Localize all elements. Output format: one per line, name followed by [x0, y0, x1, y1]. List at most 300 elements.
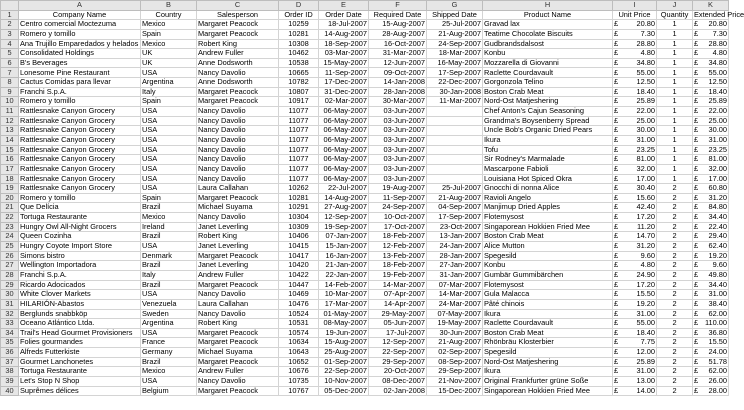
data-cell[interactable]	[693, 386, 729, 396]
data-cell[interactable]: 11077	[279, 126, 319, 136]
data-cell[interactable]: USA	[141, 164, 197, 174]
data-cell[interactable]: Flotemysost	[483, 213, 613, 223]
data-cell[interactable]: USA	[141, 145, 197, 155]
data-cell[interactable]: 1	[657, 155, 693, 165]
data-cell[interactable]: USA	[141, 328, 197, 338]
data-cell[interactable]: Brazil	[141, 203, 197, 213]
data-cell[interactable]: 2	[657, 338, 693, 348]
data-cell[interactable]	[613, 58, 657, 68]
data-cell[interactable]	[613, 348, 657, 358]
data-cell[interactable]: Andrew Fuller	[197, 270, 279, 280]
data-cell[interactable]: Ana Trujillo Emparedados y helados	[19, 39, 141, 49]
data-cell[interactable]: Uncle Bob's Organic Dried Pears	[483, 126, 613, 136]
column-header[interactable]: I	[613, 1, 657, 11]
data-cell[interactable]: 11077	[279, 107, 319, 117]
data-cell[interactable]: 10422	[279, 270, 319, 280]
data-cell[interactable]: 11077	[279, 116, 319, 126]
data-cell[interactable]: 28-Jan-2007	[427, 251, 483, 261]
data-cell[interactable]: 2	[657, 299, 693, 309]
row-number[interactable]: 20	[1, 193, 19, 203]
data-cell[interactable]: 25-Jul-2007	[427, 184, 483, 194]
data-cell[interactable]	[693, 49, 729, 59]
row-number[interactable]: 26	[1, 251, 19, 261]
data-cell[interactable]: Ireland	[141, 222, 197, 232]
row-number[interactable]: 7	[1, 68, 19, 78]
data-cell[interactable]: Tofu	[483, 145, 613, 155]
data-cell[interactable]: Denmark	[141, 251, 197, 261]
data-cell[interactable]: Wellington Importadora	[19, 261, 141, 271]
data-cell[interactable]: 10652	[279, 357, 319, 367]
data-cell[interactable]: Michael Suyama	[197, 203, 279, 213]
data-cell[interactable]: 16-Jan-2007	[319, 251, 369, 261]
data-cell[interactable]: 30-Jun-2007	[427, 328, 483, 338]
data-cell[interactable]: Janet Leverling	[197, 261, 279, 271]
header-cell[interactable]: Unit Price	[613, 10, 657, 20]
data-cell[interactable]: Robert King	[197, 319, 279, 329]
data-cell[interactable]: Centro comercial Moctezuma	[19, 20, 141, 30]
data-cell[interactable]: 12-Jun-2007	[369, 58, 427, 68]
data-cell[interactable]: 10415	[279, 242, 319, 252]
data-cell[interactable]: 10469	[279, 290, 319, 300]
data-cell[interactable]: 10-Mar-2007	[319, 290, 369, 300]
data-cell[interactable]: Mexico	[141, 39, 197, 49]
data-cell[interactable]: 19-Sep-2007	[319, 222, 369, 232]
column-header[interactable]: B	[141, 1, 197, 11]
row-number[interactable]: 37	[1, 357, 19, 367]
data-cell[interactable]: 11077	[279, 145, 319, 155]
data-cell[interactable]	[693, 58, 729, 68]
data-cell[interactable]: USA	[141, 290, 197, 300]
data-cell[interactable]: 2	[657, 193, 693, 203]
data-cell[interactable]: 10308	[279, 39, 319, 49]
data-cell[interactable]: 15-Dec-2007	[427, 386, 483, 396]
data-cell[interactable]: Ikura	[483, 135, 613, 145]
data-cell[interactable]: 06-May-2007	[319, 145, 369, 155]
data-cell[interactable]: Nancy Davolio	[197, 290, 279, 300]
data-cell[interactable]: 10447	[279, 280, 319, 290]
data-cell[interactable]: 10767	[279, 386, 319, 396]
data-cell[interactable]	[693, 348, 729, 358]
data-cell[interactable]	[613, 107, 657, 117]
row-number[interactable]: 21	[1, 203, 19, 213]
row-number[interactable]: 1	[1, 10, 19, 20]
data-cell[interactable]: 23-Oct-2007	[427, 222, 483, 232]
column-header[interactable]: D	[279, 1, 319, 11]
data-cell[interactable]: Robert King	[197, 39, 279, 49]
data-cell[interactable]: Konbu	[483, 261, 613, 271]
data-cell[interactable]	[693, 155, 729, 165]
data-cell[interactable]: 14-Feb-2007	[319, 280, 369, 290]
data-cell[interactable]: 2	[657, 319, 693, 329]
row-number[interactable]: 15	[1, 145, 19, 155]
data-cell[interactable]: 14-Mar-2007	[427, 290, 483, 300]
data-cell[interactable]	[613, 242, 657, 252]
data-cell[interactable]: 2	[657, 270, 693, 280]
data-cell[interactable]: Rattlesnake Canyon Grocery	[19, 126, 141, 136]
data-cell[interactable]	[693, 29, 729, 39]
data-cell[interactable]: Spain	[141, 97, 197, 107]
data-cell[interactable]: 06-May-2007	[319, 164, 369, 174]
data-cell[interactable]: 27-Aug-2007	[319, 203, 369, 213]
data-cell[interactable]: 10634	[279, 338, 319, 348]
data-cell[interactable]	[613, 299, 657, 309]
data-cell[interactable]: 10420	[279, 261, 319, 271]
data-cell[interactable]: 2	[657, 203, 693, 213]
data-cell[interactable]	[427, 126, 483, 136]
data-cell[interactable]: Suprêmes délices	[19, 386, 141, 396]
data-cell[interactable]: 10462	[279, 49, 319, 59]
data-cell[interactable]: 16-May-2007	[427, 58, 483, 68]
row-number[interactable]: 5	[1, 49, 19, 59]
data-cell[interactable]: Margaret Peacock	[197, 280, 279, 290]
data-cell[interactable]: Nancy Davolio	[197, 68, 279, 78]
data-cell[interactable]: USA	[141, 116, 197, 126]
data-cell[interactable]: Rattlesnake Canyon Grocery	[19, 155, 141, 165]
data-cell[interactable]: 2	[657, 386, 693, 396]
data-cell[interactable]: 10782	[279, 78, 319, 88]
data-cell[interactable]: Nord-Ost Matjeshering	[483, 357, 613, 367]
data-cell[interactable]: Tortuga Restaurante	[19, 367, 141, 377]
header-cell[interactable]: Company Name	[19, 10, 141, 20]
data-cell[interactable]: 02-Mar-2007	[319, 97, 369, 107]
data-cell[interactable]: Mexico	[141, 367, 197, 377]
data-cell[interactable]: 11077	[279, 155, 319, 165]
data-cell[interactable]: Gourmet Lanchonetes	[19, 357, 141, 367]
data-cell[interactable]: Ravioli Angelo	[483, 193, 613, 203]
data-cell[interactable]: 17-Jul-2007	[369, 328, 427, 338]
data-cell[interactable]	[613, 78, 657, 88]
data-cell[interactable]: USA	[141, 174, 197, 184]
data-cell[interactable]: 22-Jan-2007	[319, 270, 369, 280]
data-cell[interactable]	[693, 376, 729, 386]
data-cell[interactable]: Pâté chinois	[483, 299, 613, 309]
row-number[interactable]: 28	[1, 270, 19, 280]
data-cell[interactable]: Anne Dodsworth	[197, 78, 279, 88]
data-cell[interactable]: Louisiana Hot Spiced Okra	[483, 174, 613, 184]
data-cell[interactable]: 29-May-2007	[369, 309, 427, 319]
data-cell[interactable]: B's Beverages	[19, 58, 141, 68]
data-cell[interactable]: Andrew Fuller	[197, 49, 279, 59]
row-number[interactable]: 9	[1, 87, 19, 97]
data-cell[interactable]: White Clover Markets	[19, 290, 141, 300]
data-cell[interactable]: 10538	[279, 58, 319, 68]
data-cell[interactable]: 2	[657, 213, 693, 223]
header-cell[interactable]: Salesperson	[197, 10, 279, 20]
data-cell[interactable]: Let's Stop N Shop	[19, 376, 141, 386]
data-cell[interactable]: Franchi S.p.A.	[19, 270, 141, 280]
data-cell[interactable]	[693, 184, 729, 194]
data-cell[interactable]: 1	[657, 107, 693, 117]
data-cell[interactable]	[613, 261, 657, 271]
data-cell[interactable]: 28-Aug-2007	[369, 29, 427, 39]
data-cell[interactable]: Margaret Peacock	[197, 87, 279, 97]
row-number[interactable]: 30	[1, 290, 19, 300]
data-cell[interactable]: 06-May-2007	[319, 107, 369, 117]
data-cell[interactable]: 06-May-2007	[319, 155, 369, 165]
data-cell[interactable]: Brazil	[141, 357, 197, 367]
data-cell[interactable]: 19-May-2007	[427, 319, 483, 329]
data-cell[interactable]: Simons bistro	[19, 251, 141, 261]
data-cell[interactable]: UK	[141, 49, 197, 59]
data-cell[interactable]: Cactus Comidas para llevar	[19, 78, 141, 88]
data-cell[interactable]	[427, 107, 483, 117]
data-cell[interactable]: Italy	[141, 270, 197, 280]
data-cell[interactable]: 14-Apr-2007	[369, 299, 427, 309]
data-cell[interactable]: Rattlesnake Canyon Grocery	[19, 135, 141, 145]
data-cell[interactable]: 2	[657, 348, 693, 358]
data-cell[interactable]: 25-Aug-2007	[319, 348, 369, 358]
data-cell[interactable]: Nancy Davolio	[197, 174, 279, 184]
data-cell[interactable]	[613, 164, 657, 174]
data-cell[interactable]: Margaret Peacock	[197, 338, 279, 348]
data-cell[interactable]: 10281	[279, 29, 319, 39]
data-cell[interactable]: 10-Oct-2007	[369, 213, 427, 223]
data-cell[interactable]: USA	[141, 376, 197, 386]
data-cell[interactable]: Spegesild	[483, 348, 613, 358]
data-cell[interactable]: UK	[141, 58, 197, 68]
data-cell[interactable]: 2	[657, 232, 693, 242]
data-cell[interactable]: 09-Oct-2007	[369, 68, 427, 78]
data-cell[interactable]: 2	[657, 367, 693, 377]
data-cell[interactable]: USA	[141, 184, 197, 194]
data-cell[interactable]: Brazil	[141, 261, 197, 271]
data-cell[interactable]	[693, 261, 729, 271]
data-cell[interactable]: Venezuela	[141, 299, 197, 309]
data-cell[interactable]: 10262	[279, 184, 319, 194]
row-number[interactable]: 36	[1, 348, 19, 358]
data-cell[interactable]: 1	[657, 164, 693, 174]
data-cell[interactable]	[613, 270, 657, 280]
data-cell[interactable]	[613, 20, 657, 30]
header-cell[interactable]: Order Date	[319, 10, 369, 20]
data-cell[interactable]	[693, 270, 729, 280]
data-cell[interactable]	[693, 135, 729, 145]
data-cell[interactable]: 2	[657, 242, 693, 252]
data-cell[interactable]	[693, 164, 729, 174]
data-cell[interactable]: 30-Mar-2007	[369, 97, 427, 107]
data-cell[interactable]: 1	[657, 87, 693, 97]
column-header[interactable]: E	[319, 1, 369, 11]
data-cell[interactable]: Rattlesnake Canyon Grocery	[19, 184, 141, 194]
data-cell[interactable]: Grandma's Boysenberry Spread	[483, 116, 613, 126]
header-cell[interactable]: Product Name	[483, 10, 613, 20]
data-cell[interactable]: Tortuga Restaurante	[19, 213, 141, 223]
data-cell[interactable]: 02-Sep-2007	[427, 348, 483, 358]
row-number[interactable]: 18	[1, 174, 19, 184]
data-cell[interactable]: 05-Jun-2007	[369, 319, 427, 329]
row-number[interactable]: 22	[1, 213, 19, 223]
row-number[interactable]: 16	[1, 155, 19, 165]
data-cell[interactable]: Que Delícia	[19, 203, 141, 213]
data-cell[interactable]: Janet Leverling	[197, 242, 279, 252]
data-cell[interactable]: 12-Sep-2007	[319, 213, 369, 223]
row-number[interactable]: 8	[1, 78, 19, 88]
data-cell[interactable]: Romero y tomillo	[19, 193, 141, 203]
data-cell[interactable]: Nancy Davolio	[197, 155, 279, 165]
data-cell[interactable]: 11077	[279, 174, 319, 184]
data-cell[interactable]: Spain	[141, 193, 197, 203]
data-cell[interactable]: Margaret Peacock	[197, 328, 279, 338]
data-cell[interactable]: Margaret Peacock	[197, 20, 279, 30]
data-cell[interactable]	[693, 299, 729, 309]
data-cell[interactable]: Argentina	[141, 78, 197, 88]
data-cell[interactable]: Rattlesnake Canyon Grocery	[19, 107, 141, 117]
data-cell[interactable]	[427, 164, 483, 174]
select-all-corner[interactable]	[1, 1, 19, 11]
row-number[interactable]: 4	[1, 39, 19, 49]
column-header[interactable]: J	[657, 1, 693, 11]
data-cell[interactable]: Sir Rodney's Marmalade	[483, 155, 613, 165]
data-cell[interactable]: 10-Nov-2007	[319, 376, 369, 386]
row-number[interactable]: 35	[1, 338, 19, 348]
row-number[interactable]: 2	[1, 20, 19, 30]
data-cell[interactable]: 10281	[279, 193, 319, 203]
data-cell[interactable]: Sweden	[141, 309, 197, 319]
data-cell[interactable]: 2	[657, 222, 693, 232]
data-cell[interactable]: 08-May-2007	[319, 319, 369, 329]
data-cell[interactable]: 2	[657, 328, 693, 338]
data-cell[interactable]: Mozzarella di Giovanni	[483, 58, 613, 68]
data-cell[interactable]: Oceano Atlántico Ltda.	[19, 319, 141, 329]
data-cell[interactable]: Laura Callahan	[197, 184, 279, 194]
data-cell[interactable]: Nancy Davolio	[197, 145, 279, 155]
data-cell[interactable]: HILARIÓN-Abastos	[19, 299, 141, 309]
data-cell[interactable]	[613, 213, 657, 223]
data-cell[interactable]: Nancy Davolio	[197, 213, 279, 223]
data-cell[interactable]: 1	[657, 97, 693, 107]
data-cell[interactable]: USA	[141, 135, 197, 145]
data-cell[interactable]: 19-Aug-2007	[369, 184, 427, 194]
data-cell[interactable]: 18-Sep-2007	[319, 39, 369, 49]
data-cell[interactable]: 10574	[279, 328, 319, 338]
data-cell[interactable]: 06-May-2007	[319, 174, 369, 184]
data-cell[interactable]: 2	[657, 261, 693, 271]
data-cell[interactable]	[613, 155, 657, 165]
data-cell[interactable]: Franchi S.p.A.	[19, 87, 141, 97]
data-cell[interactable]: 24-Mar-2007	[427, 299, 483, 309]
data-cell[interactable]: 18-Feb-2007	[369, 232, 427, 242]
data-cell[interactable]: Margaret Peacock	[197, 357, 279, 367]
data-cell[interactable]: 1	[657, 58, 693, 68]
data-cell[interactable]: 10643	[279, 348, 319, 358]
row-number[interactable]: 13	[1, 126, 19, 136]
data-cell[interactable]: 11-Mar-2007	[427, 97, 483, 107]
data-cell[interactable]: Boston Crab Meat	[483, 232, 613, 242]
data-cell[interactable]: 1	[657, 126, 693, 136]
data-cell[interactable]: 07-Mar-2007	[427, 280, 483, 290]
data-cell[interactable]: 24-Jan-2007	[427, 242, 483, 252]
data-cell[interactable]: Gnocchi di nonna Alice	[483, 184, 613, 194]
data-cell[interactable]: Ricardo Adocicados	[19, 280, 141, 290]
row-number[interactable]: 6	[1, 58, 19, 68]
data-cell[interactable]: Alice Mutton	[483, 242, 613, 252]
data-cell[interactable]: Rattlesnake Canyon Grocery	[19, 116, 141, 126]
data-cell[interactable]: 29-Sep-2007	[427, 367, 483, 377]
row-number[interactable]: 32	[1, 309, 19, 319]
column-header[interactable]: A	[19, 1, 141, 11]
data-cell[interactable]: 30-Jan-2008	[427, 87, 483, 97]
data-cell[interactable]: Gorgonzola Telino	[483, 78, 613, 88]
row-number[interactable]: 34	[1, 328, 19, 338]
data-cell[interactable]	[693, 319, 729, 329]
header-cell[interactable]: Quantity	[657, 10, 693, 20]
data-cell[interactable]: 18-Mar-2007	[427, 49, 483, 59]
data-cell[interactable]: Boston Crab Meat	[483, 328, 613, 338]
data-cell[interactable]: 14-Mar-2007	[369, 280, 427, 290]
data-cell[interactable]: Anne Dodsworth	[197, 58, 279, 68]
data-cell[interactable]: 17-Oct-2007	[369, 222, 427, 232]
row-number[interactable]: 12	[1, 116, 19, 126]
data-cell[interactable]: Trail's Head Gourmet Provisioners	[19, 328, 141, 338]
data-cell[interactable]: Ikura	[483, 367, 613, 377]
data-cell[interactable]: 03-Jun-2007	[369, 107, 427, 117]
data-cell[interactable]: Belgium	[141, 386, 197, 396]
data-cell[interactable]: 19-Jun-2007	[319, 328, 369, 338]
data-cell[interactable]: 03-Jun-2007	[369, 174, 427, 184]
row-number[interactable]: 29	[1, 280, 19, 290]
data-cell[interactable]: 24-Sep-2007	[427, 39, 483, 49]
row-number[interactable]: 14	[1, 135, 19, 145]
data-cell[interactable]: Nancy Davolio	[197, 309, 279, 319]
data-cell[interactable]: Margaret Peacock	[197, 386, 279, 396]
data-cell[interactable]: Spegesild	[483, 251, 613, 261]
data-cell[interactable]: 2	[657, 357, 693, 367]
data-cell[interactable]: Queen Cozinha	[19, 232, 141, 242]
data-cell[interactable]: 11077	[279, 164, 319, 174]
data-cell[interactable]: 03-Jun-2007	[369, 155, 427, 165]
data-cell[interactable]: Chef Anton's Cajun Seasoning	[483, 107, 613, 117]
data-cell[interactable]: 16-Oct-2007	[369, 39, 427, 49]
column-header[interactable]: F	[369, 1, 427, 11]
data-cell[interactable]	[693, 290, 729, 300]
data-cell[interactable]: Teatime Chocolate Biscuits	[483, 29, 613, 39]
data-cell[interactable]: Lonesome Pine Restaurant	[19, 68, 141, 78]
data-cell[interactable]: 12-Feb-2007	[369, 242, 427, 252]
header-cell[interactable]: Order ID	[279, 10, 319, 20]
data-cell[interactable]: Romero y tomillo	[19, 97, 141, 107]
data-cell[interactable]: Raclette Courdavault	[483, 319, 613, 329]
data-cell[interactable]: Brazil	[141, 280, 197, 290]
data-cell[interactable]: 14-Aug-2007	[319, 193, 369, 203]
row-number[interactable]: 23	[1, 222, 19, 232]
data-cell[interactable]: 03-Jun-2007	[369, 135, 427, 145]
data-cell[interactable]	[693, 107, 729, 117]
data-cell[interactable]: Nord-Ost Matjeshering	[483, 97, 613, 107]
row-number[interactable]: 10	[1, 97, 19, 107]
data-cell[interactable]: Margaret Peacock	[197, 251, 279, 261]
data-cell[interactable]: Hungry Owl All-Night Grocers	[19, 222, 141, 232]
data-cell[interactable]: USA	[141, 68, 197, 78]
data-cell[interactable]: Nancy Davolio	[197, 116, 279, 126]
data-cell[interactable]	[693, 20, 729, 30]
data-cell[interactable]: 15-Aug-2007	[369, 20, 427, 30]
data-cell[interactable]: Boston Crab Meat	[483, 87, 613, 97]
data-cell[interactable]: 1	[657, 145, 693, 155]
data-cell[interactable]: Mexico	[141, 213, 197, 223]
data-cell[interactable]: 03-Jun-2007	[369, 116, 427, 126]
data-cell[interactable]: 1	[657, 174, 693, 184]
data-cell[interactable]: 17-Sep-2007	[427, 213, 483, 223]
data-cell[interactable]: 13-Feb-2007	[369, 251, 427, 261]
data-cell[interactable]: 2	[657, 290, 693, 300]
data-cell[interactable]: USA	[141, 107, 197, 117]
data-cell[interactable]: 17-Mar-2007	[319, 299, 369, 309]
data-cell[interactable]	[613, 290, 657, 300]
data-cell[interactable]: Nancy Davolio	[197, 107, 279, 117]
data-cell[interactable]: 13-Jan-2007	[427, 232, 483, 242]
column-header[interactable]: K	[693, 1, 729, 11]
data-cell[interactable]: 10304	[279, 213, 319, 223]
